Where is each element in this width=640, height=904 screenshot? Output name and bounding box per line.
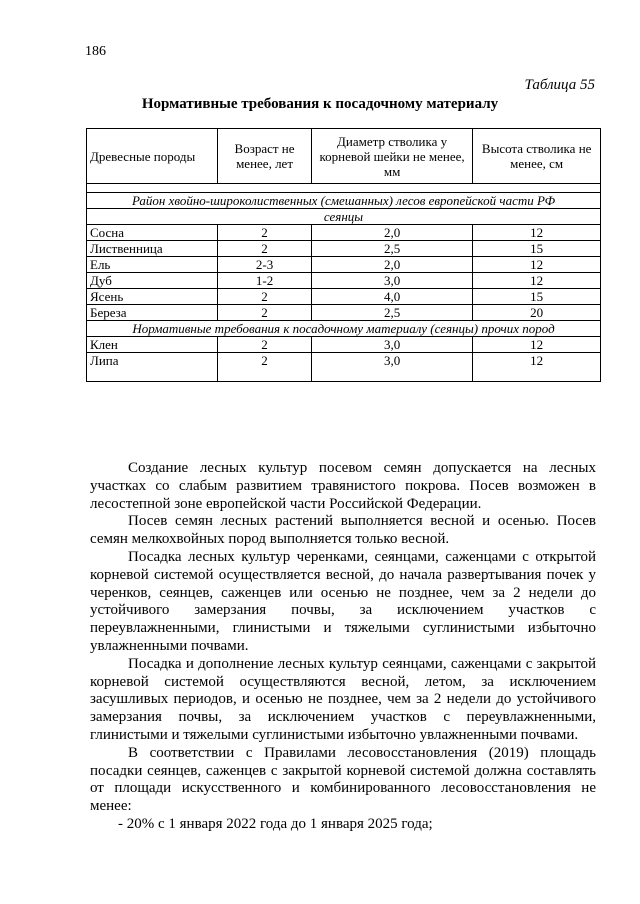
diameter-cell: 2,0 — [311, 257, 473, 273]
page-number: 186 — [85, 44, 106, 59]
diameter-cell: 3,0 — [311, 337, 473, 353]
species-cell: Береза — [87, 305, 218, 321]
table-row — [87, 353, 601, 382]
height-cell: 12 — [473, 225, 601, 241]
table-spacer-row — [87, 184, 601, 193]
diameter-cell: 2,5 — [311, 241, 473, 257]
header-age: Возраст не менее, лет — [218, 129, 312, 184]
planting-material-table — [86, 128, 601, 382]
table-row — [87, 305, 601, 321]
species-cell: Ясень — [87, 289, 218, 305]
height-cell: 20 — [473, 305, 601, 321]
paragraph: В соответствии с Правилами лесовосстановления (2019) площадь посадки сеянцев, саженцев с закрытой корневой системой должна составлять от площади искусственного и комбинированного лесовосстановления не менее: — [90, 744, 596, 815]
age-cell: 2 — [218, 241, 312, 257]
table-row — [87, 273, 601, 289]
table-row — [87, 257, 601, 273]
species-cell: Липа — [87, 353, 218, 382]
paragraph: Создание лесных культур посевом семян допускается на лесных участках со слабым развитием травянистого покрова. Посев возможен в лесостепной зоне европейской части Российской Федерации. — [90, 460, 596, 512]
species-cell: Сосна — [87, 225, 218, 241]
table-row — [87, 289, 601, 305]
height-cell: 15 — [473, 289, 601, 305]
table-header-row — [87, 129, 601, 184]
height-cell: 12 — [473, 337, 601, 353]
height-cell: 12 — [473, 353, 601, 382]
diameter-cell: 2,5 — [311, 305, 473, 321]
age-cell: 2 — [218, 225, 312, 241]
age-cell: 2-3 — [218, 257, 312, 273]
height-cell: 12 — [473, 257, 601, 273]
diameter-cell: 4,0 — [311, 289, 473, 305]
table-label: Таблица 55 — [524, 77, 595, 93]
paragraph: Посев семян лесных растений выполняется весной и осенью. Посев семян мелкохвойных пород выполняется только весной. — [90, 513, 596, 548]
section1-title: Район хвойно-широколиственных (смешанных) лесов европейской части РФ — [87, 193, 601, 209]
header-diameter: Диаметр стволика у корневой шейки не менее, мм — [311, 129, 473, 184]
age-cell: 1-2 — [218, 273, 312, 289]
section1-subtitle-row — [87, 209, 601, 225]
paragraph: Посадка и дополнение лесных культур сеянцами, саженцами с закрытой корневой системой осуществляются весной, летом, за исключением засушливых периодов, и осенью не позднее, чем за 2 недели до устойчивого замерзания почвы, за исключением участков с переувлажненными, глинистыми и тяжелыми суглинистыми избыточно увлажненными почвами. — [90, 655, 596, 743]
table-row — [87, 337, 601, 353]
body-text — [90, 460, 596, 834]
paragraph: Посадка лесных культур черенками, сеянцами, саженцами с открытой корневой системой осуществляется весной, до начала развертывания почек у черенков, сеянцев, саженцев или осенью не позднее, чем за 2 недели до устойчивого замерзания почвы, за исключением участков с переувлажненными, глинистыми и тяжелыми суглинистыми избыточно увлажненными почвами. — [90, 548, 596, 654]
section1-title-row — [87, 193, 601, 209]
height-cell: 12 — [473, 273, 601, 289]
species-cell: Лиственница — [87, 241, 218, 257]
section2-title-row — [87, 321, 601, 337]
diameter-cell: 3,0 — [311, 273, 473, 289]
diameter-cell: 3,0 — [311, 353, 473, 382]
age-cell: 2 — [218, 305, 312, 321]
species-cell: Клен — [87, 337, 218, 353]
table-row — [87, 241, 601, 257]
table-title: Нормативные требования к посадочному материалу — [141, 96, 499, 112]
age-cell: 2 — [218, 353, 312, 382]
species-cell: Дуб — [87, 273, 218, 289]
list-item: - 20% с 1 января 2022 года до 1 января 2025 года; — [118, 815, 433, 832]
header-species: Древесные породы — [87, 129, 218, 184]
height-cell: 15 — [473, 241, 601, 257]
diameter-cell: 2,0 — [311, 225, 473, 241]
age-cell: 2 — [218, 337, 312, 353]
age-cell: 2 — [218, 289, 312, 305]
table-row — [87, 225, 601, 241]
species-cell: Ель — [87, 257, 218, 273]
section2-title: Нормативные требования к посадочному материалу (сеянцы) прочих пород — [87, 321, 601, 337]
header-height: Высота стволика не менее, см — [473, 129, 601, 184]
section1-subtitle: сеянцы — [87, 209, 601, 225]
